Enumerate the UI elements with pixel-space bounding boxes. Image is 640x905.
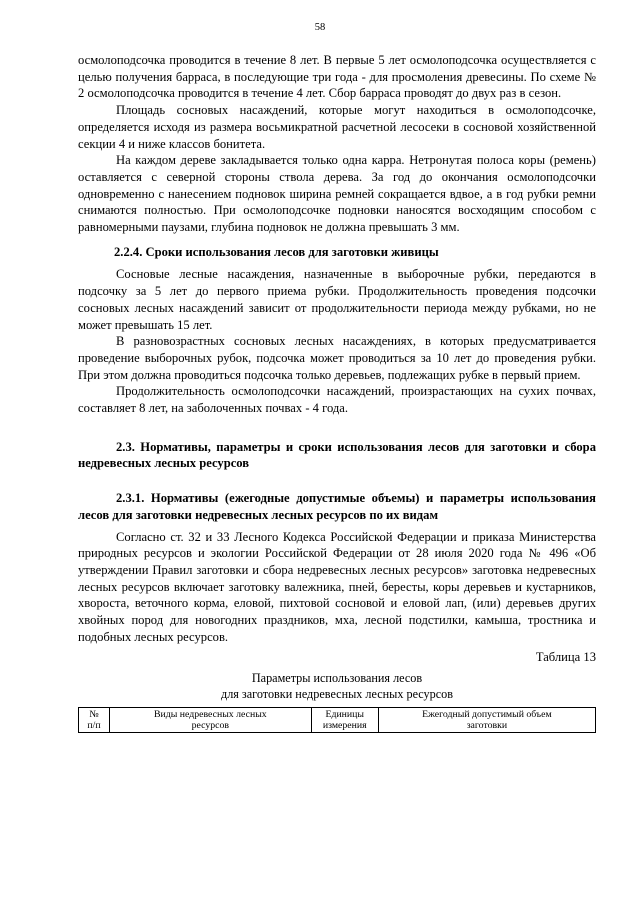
page-number: 58 bbox=[314, 22, 326, 33]
table-header-row bbox=[79, 708, 596, 733]
paragraph: В разновозрастных сосновых лесных насаждениях, в которых предусматривается проведение выборочных рубок, подсочка может проводиться за 10 лет до проведения рубки. При этом должна проводиться подсочка только деревьев, подлежащих рубке в первый прием. bbox=[78, 334, 596, 382]
paragraph: осмолоподсочка проводится в течение 8 лет. В первые 5 лет осмолоподсочка осуществляется с целью получения барраса, в последующие три года - для просмоления древесины. По схеме № 2 осмолоподсочка проводится в течение 4 лет. Сбор барраса проводят до двух раз в сезон. bbox=[78, 53, 596, 101]
section-heading-2-2-4: 2.2.4. Сроки использования лесов для заготовки живицы bbox=[114, 244, 439, 259]
page-body bbox=[78, 52, 596, 733]
table-header-cell-annual-volume: Ежегодный допустимый объем заготовки bbox=[378, 708, 595, 733]
paragraph: Согласно ст. 32 и 33 Лесного Кодекса Российской Федерации и приказа Министерства природных ресурсов и экологии Российской Федерации от 28 июля 2020 года № 496 «Об утверждении Правил заготовки и сбора недревесных лесных ресурсов» заготовка недревесных лесных ресурсов включает заготовку валежника, пней, бересты, коры деревьев и кустарников, хвороста, веточного корма, еловой, пихтовой сосновой и еловой лап, (или) деревьев других хвойных пород для новогодних праздников, мха, лесной подстилки, камыша, тростника и подобных лесных ресурсов. bbox=[78, 529, 596, 644]
section-heading-2-3: 2.3. Нормативы, параметры и сроки использования лесов для заготовки и сбора недревесных лесных ресурсов bbox=[78, 439, 596, 471]
table-caption-line: для заготовки недревесных лесных ресурсов bbox=[221, 686, 453, 701]
parameters-table bbox=[78, 707, 596, 733]
paragraph: Сосновые лесные насаждения, назначенные в выборочные рубки, передаются в подсочку за 5 лет до первого приема рубки. Продолжительность проведения подсочки сосновых лесных насаждений зависит от продолжительности периода между рубками, но не может превышать 15 лет. bbox=[78, 267, 596, 332]
paragraph: Площадь сосновых насаждений, которые могут находиться в осмолоподсочке, определяется исходя из размера восьмикратной расчетной лесосеки в сосновой хозяйственной секции 4 и ниже классов бонитета. bbox=[78, 103, 596, 151]
paragraph: На каждом дереве закладывается только одна карра. Нетронутая полоса коры (ремень) оставляется с северной стороны ствола дерева. За год до окончания осмолоподсочки одновременно с нанесением подновок ширина ремней сокращается вдвое, а в год рубки ремни снимаются полностью. При осмолоподсочке подновки наносятся восходящим способом с равномерными паузами, глубина подновок не должна превышать 3 мм. bbox=[78, 153, 596, 235]
table-caption-line: Параметры использования лесов bbox=[251, 671, 423, 686]
table-header-cell-units: Единицы измерения bbox=[311, 708, 378, 733]
table-header-cell-resource-type: Виды недревесных лесных ресурсов bbox=[110, 708, 312, 733]
paragraph: Продолжительность осмолоподсочки насаждений, произрастающих на сухих почвах, составляет 8 лет, на заболоченных почвах - 4 года. bbox=[78, 384, 596, 416]
table-header-cell-number: № п/п bbox=[79, 708, 110, 733]
section-heading-2-3-1: 2.3.1. Нормативы (ежегодные допустимые объемы) и параметры использования лесов для заготовки недревесных лесных ресурсов по их видам bbox=[78, 491, 596, 522]
table-label: Таблица 13 bbox=[535, 649, 596, 664]
table-caption bbox=[78, 671, 596, 702]
